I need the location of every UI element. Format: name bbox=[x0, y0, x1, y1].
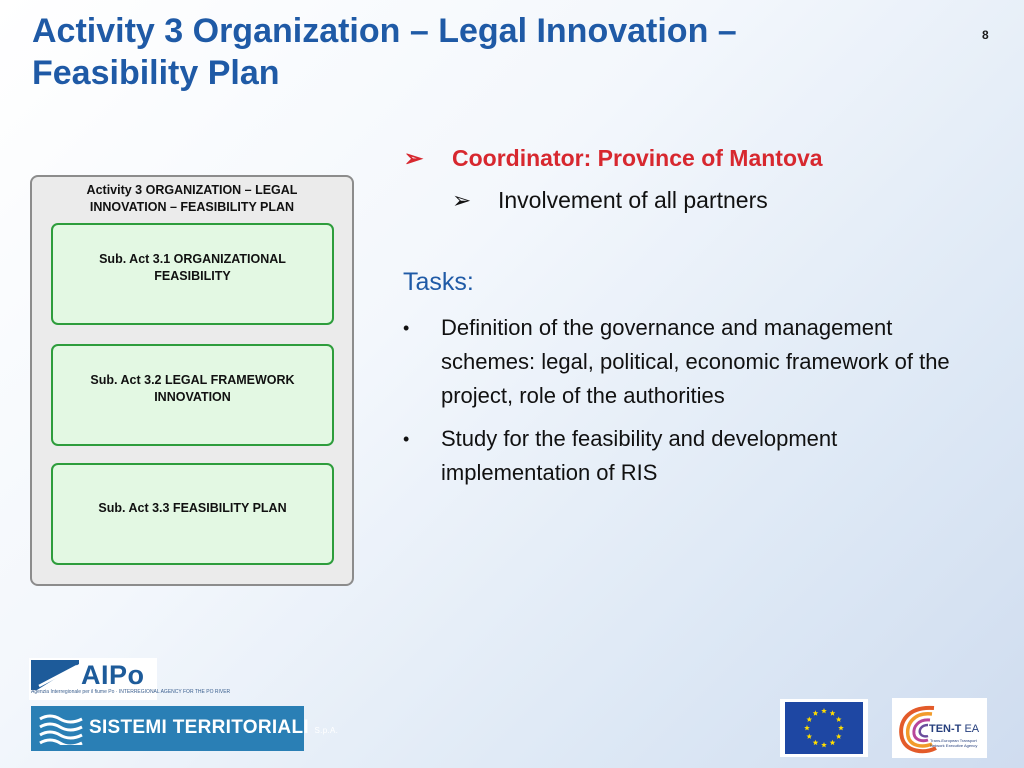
sistemi-territoriali-logo bbox=[31, 706, 339, 751]
tasks-list bbox=[403, 311, 983, 499]
eu-flag-icon bbox=[785, 702, 863, 754]
sub-activity-3-3 bbox=[51, 463, 334, 565]
bullet-icon: • bbox=[403, 318, 410, 338]
arrow-bullet-icon: ➢ bbox=[404, 145, 424, 171]
eu-star-icon bbox=[836, 734, 842, 739]
activity-diagram bbox=[30, 175, 354, 586]
aipo-subtitle: Agenzia Interregionale per il fiume Po · INTERREGIONAL AGENCY FOR THE PO RIVER bbox=[31, 689, 231, 695]
sub-activity-label: Sub. Act 3.1 ORGANIZATIONAL FEASIBILITY bbox=[99, 252, 286, 283]
task-text: Definition of the governance and management schemes: legal, political, economic framework of the project, role of the authorities bbox=[441, 315, 950, 408]
eu-star-icon bbox=[830, 710, 836, 715]
list-item bbox=[403, 311, 983, 413]
eu-star-icon bbox=[821, 742, 827, 747]
eu-star-icon bbox=[836, 717, 842, 722]
sub-activity-label: Sub. Act 3.2 LEGAL FRAMEWORK INNOVATION bbox=[90, 373, 295, 404]
aipo-wordmark: AIPo bbox=[81, 660, 145, 690]
eu-star-icon bbox=[806, 734, 812, 739]
eu-star-icon bbox=[813, 740, 819, 745]
eu-star-icon bbox=[804, 725, 810, 730]
diagram-title: Activity 3 ORGANIZATION – LEGAL INNOVATION – FEASIBILITY PLAN bbox=[86, 183, 298, 214]
list-item bbox=[403, 422, 983, 490]
wave-icon bbox=[31, 660, 79, 690]
eu-star-icon bbox=[813, 710, 819, 715]
aipo-logo bbox=[29, 658, 231, 700]
eu-star-icon bbox=[830, 740, 836, 745]
sub-activity-3-1 bbox=[51, 223, 334, 325]
eu-star-icon bbox=[806, 717, 812, 722]
coordinator-text: Coordinator: Province of Mantova bbox=[452, 145, 823, 171]
involvement-line bbox=[452, 187, 768, 214]
eu-stars-icon bbox=[785, 702, 863, 754]
sistemi-suffix: S.p.A. bbox=[314, 726, 339, 735]
tent-suffix: EA bbox=[964, 723, 980, 735]
tent-subtitle: Trans-European Transport Network Executive Agency bbox=[930, 738, 978, 748]
coordinator-line bbox=[404, 145, 823, 172]
waves-icon bbox=[38, 713, 84, 745]
eu-star-icon bbox=[838, 725, 844, 730]
arrow-bullet-icon: ➢ bbox=[452, 187, 472, 213]
ten-t-ea-logo bbox=[892, 698, 987, 758]
sub-activity-label: Sub. Act 3.3 FEASIBILITY PLAN bbox=[98, 500, 287, 515]
tasks-heading: Tasks: bbox=[403, 268, 474, 296]
sistemi-name: SISTEMI TERRITORIALI bbox=[89, 717, 309, 738]
tent-wordmark bbox=[929, 723, 979, 735]
eu-star-icon bbox=[821, 708, 827, 713]
sub-activity-3-2 bbox=[51, 344, 334, 446]
bullet-icon: • bbox=[403, 429, 410, 449]
tent-name: TEN-T bbox=[929, 723, 962, 735]
involvement-text: Involvement of all partners bbox=[498, 187, 768, 213]
eu-flag-logo bbox=[780, 699, 868, 757]
sistemi-wordmark bbox=[89, 717, 338, 739]
slide-title: Activity 3 Organization – Legal Innovation – Feasibility Plan bbox=[32, 12, 737, 92]
task-text: Study for the feasibility and development implementation of RIS bbox=[441, 426, 838, 485]
page-number: 8 bbox=[982, 28, 989, 42]
